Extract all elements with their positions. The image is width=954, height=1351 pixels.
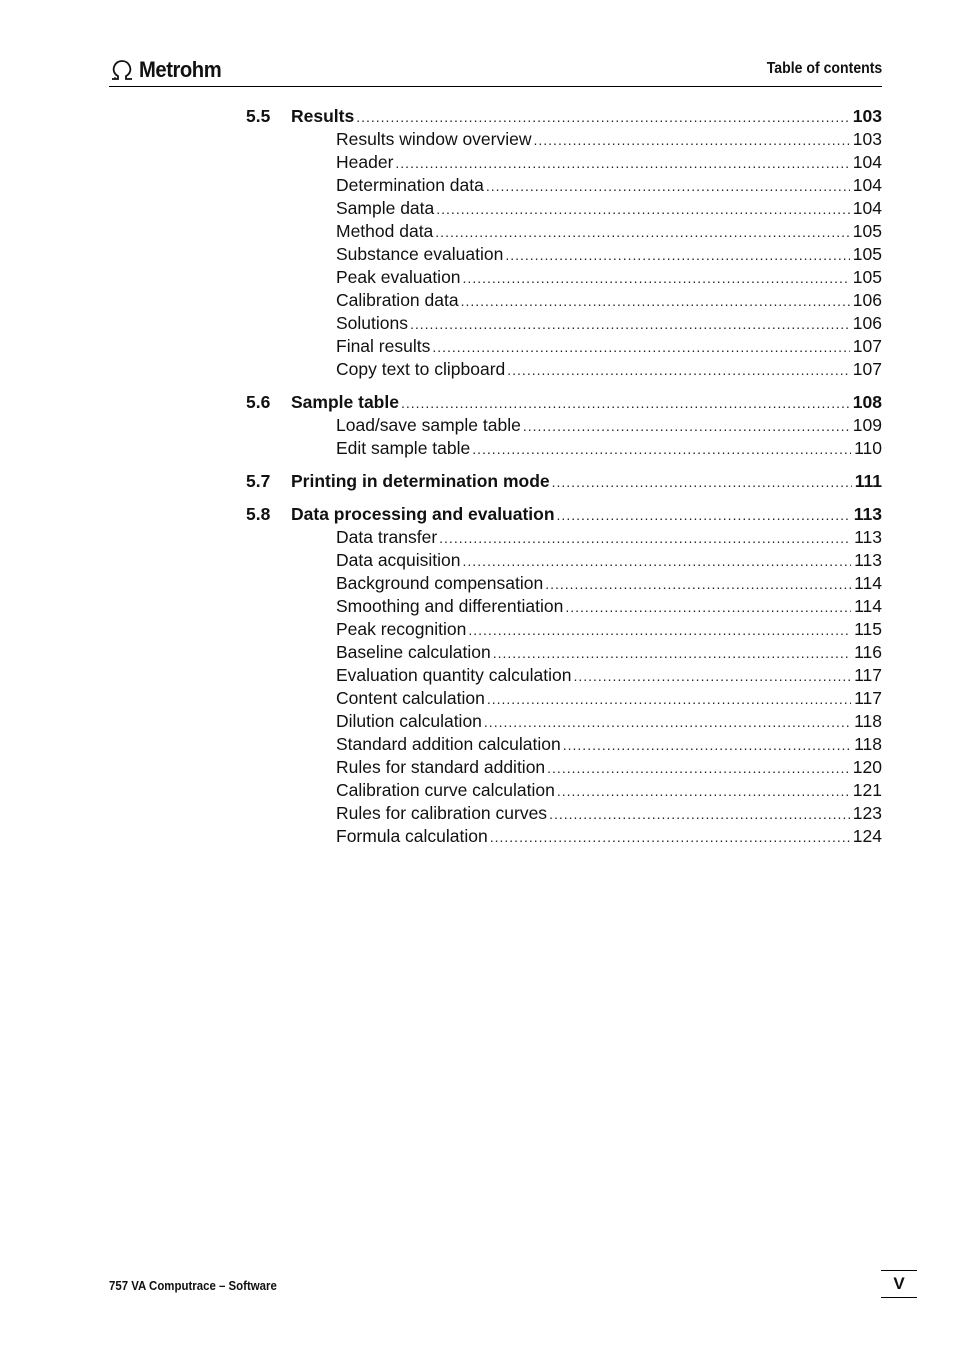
toc-entry[interactable]	[246, 780, 882, 803]
entry-title: Dilution calculation	[336, 711, 482, 731]
entry-title: Method data	[336, 221, 434, 241]
entry-title: Standard addition calculation	[336, 734, 561, 754]
table-of-contents	[246, 106, 882, 859]
entry-title: Rules for calibration curves	[336, 803, 548, 823]
entry-title: Final results	[336, 336, 431, 356]
toc-entry[interactable]	[246, 711, 882, 734]
toc-entry[interactable]	[246, 198, 882, 221]
entry-page-number: 107	[852, 336, 882, 356]
entry-title: Determination data	[336, 175, 484, 195]
entry-page-number: 124	[852, 826, 882, 846]
metrohm-logo	[109, 55, 228, 85]
toc-entry[interactable]	[246, 619, 882, 642]
section-title: Printing in determination mode	[291, 471, 550, 491]
dot-leader	[573, 668, 851, 684]
entry-page-number: 113	[854, 550, 882, 570]
toc-entry[interactable]	[246, 826, 882, 849]
entry-title: Evaluation quantity calculation	[336, 665, 572, 685]
toc-entry[interactable]	[246, 415, 882, 438]
entry-page-number: 123	[852, 803, 882, 823]
toc-entry[interactable]	[246, 734, 882, 757]
entry-page-number: 109	[852, 415, 882, 435]
section-page-number: 113	[853, 504, 882, 524]
entry-title: Header	[336, 152, 394, 172]
toc-entry[interactable]	[246, 290, 882, 313]
entry-page-number: 110	[854, 438, 882, 458]
entry-page-number: 114	[854, 573, 882, 593]
entry-page-number: 114	[854, 596, 882, 616]
toc-entry[interactable]	[246, 803, 882, 826]
entry-page-number: 105	[852, 244, 882, 264]
dot-leader	[507, 362, 850, 378]
entry-page-number: 117	[854, 688, 882, 708]
entry-title: Calibration data	[336, 290, 459, 310]
toc-entry[interactable]	[246, 596, 882, 619]
toc-section-heading[interactable]	[246, 106, 882, 129]
dot-leader	[549, 806, 850, 822]
toc-entry[interactable]	[246, 359, 882, 382]
toc-entry[interactable]	[246, 175, 882, 198]
entry-page-number: 106	[852, 290, 882, 310]
entry-page-number: 120	[852, 757, 882, 777]
toc-entry[interactable]	[246, 244, 882, 267]
entry-page-number: 106	[852, 313, 882, 333]
toc-section-heading[interactable]	[246, 504, 882, 527]
toc-entry[interactable]	[246, 757, 882, 780]
section-title: Sample table	[291, 392, 399, 412]
omega-logo-icon	[109, 57, 135, 83]
entry-page-number: 104	[852, 175, 882, 195]
entry-title: Formula calculation	[336, 826, 488, 846]
dot-leader	[356, 109, 850, 125]
entry-title: Peak evaluation	[336, 267, 461, 287]
dot-leader	[563, 737, 851, 753]
entry-title: Rules for standard addition	[336, 757, 546, 777]
toc-entry[interactable]	[246, 550, 882, 573]
toc-entry[interactable]	[246, 313, 882, 336]
dot-leader	[490, 829, 850, 845]
toc-section	[246, 504, 882, 849]
page-number: V	[881, 1270, 917, 1298]
toc-entry[interactable]	[246, 573, 882, 596]
dot-leader	[547, 760, 850, 776]
section-page-number: 108	[852, 392, 882, 412]
toc-entry[interactable]	[246, 336, 882, 359]
dot-leader	[468, 622, 851, 638]
dot-leader	[534, 132, 850, 148]
toc-entry[interactable]	[246, 152, 882, 175]
entry-page-number: 105	[852, 267, 882, 287]
dot-leader	[523, 418, 850, 434]
section-number: 5.6	[246, 392, 271, 412]
section-title: Data processing and evaluation	[291, 504, 555, 524]
entry-title: Baseline calculation	[336, 642, 491, 662]
entry-page-number: 103	[852, 129, 882, 149]
logo-wordmark: Metrohm	[139, 57, 222, 82]
entry-title: Smoothing and differentiation	[336, 596, 564, 616]
dot-leader	[493, 645, 851, 661]
dot-leader	[401, 395, 850, 411]
dot-leader	[439, 530, 851, 546]
toc-entry[interactable]	[246, 438, 882, 461]
section-page-number: 111	[854, 471, 882, 491]
section-page-number: 103	[852, 106, 882, 126]
dot-leader	[472, 441, 851, 457]
entry-title: Data transfer	[336, 527, 438, 547]
entry-title: Peak recognition	[336, 619, 467, 639]
section-number: 5.5	[246, 106, 271, 126]
entry-page-number: 107	[852, 359, 882, 379]
entry-title: Solutions	[336, 313, 408, 333]
dot-leader	[395, 155, 849, 171]
dot-leader	[505, 247, 849, 263]
entry-title: Copy text to clipboard	[336, 359, 506, 379]
dot-leader	[545, 576, 851, 592]
entry-page-number: 104	[852, 198, 882, 218]
dot-leader	[461, 293, 850, 309]
entry-page-number: 115	[854, 619, 882, 639]
toc-entry[interactable]	[246, 267, 882, 290]
dot-leader	[463, 553, 852, 569]
dot-leader	[486, 178, 850, 194]
entry-title: Load/save sample table	[336, 415, 521, 435]
entry-title: Data acquisition	[336, 550, 461, 570]
entry-title: Calibration curve calculation	[336, 780, 555, 800]
toc-section	[246, 392, 882, 461]
page-header-title: Table of contents	[766, 60, 882, 77]
dot-leader	[552, 474, 852, 490]
dot-leader	[487, 691, 851, 707]
entry-title: Substance evaluation	[336, 244, 504, 264]
toc-entry[interactable]	[246, 688, 882, 711]
toc-entry[interactable]	[246, 665, 882, 688]
toc-entry[interactable]	[246, 527, 882, 550]
dot-leader	[410, 316, 850, 332]
section-number: 5.7	[246, 471, 271, 491]
section-number: 5.8	[246, 504, 271, 524]
toc-entry[interactable]	[246, 642, 882, 665]
dot-leader	[435, 224, 850, 240]
header-divider	[109, 86, 882, 87]
dot-leader	[432, 339, 849, 355]
entry-page-number: 118	[854, 734, 882, 754]
dot-leader	[463, 270, 850, 286]
entry-title: Results window overview	[336, 129, 532, 149]
toc-section-heading[interactable]	[246, 392, 882, 415]
entry-page-number: 118	[854, 711, 882, 731]
dot-leader	[436, 201, 850, 217]
entry-page-number: 117	[854, 665, 882, 685]
dot-leader	[484, 714, 851, 730]
entry-page-number: 113	[854, 527, 882, 547]
entry-title: Sample data	[336, 198, 435, 218]
toc-section	[246, 471, 882, 494]
toc-section	[246, 106, 882, 382]
dot-leader	[557, 507, 851, 523]
section-title: Results	[291, 106, 355, 126]
entry-page-number: 104	[852, 152, 882, 172]
dot-leader	[557, 783, 850, 799]
entry-title: Content calculation	[336, 688, 485, 708]
footer-document-title: 757 VA Computrace – Software	[109, 1278, 277, 1293]
entry-page-number: 121	[852, 780, 882, 800]
entry-page-number: 105	[852, 221, 882, 241]
dot-leader	[565, 599, 851, 615]
entry-title: Background compensation	[336, 573, 544, 593]
toc-entry[interactable]	[246, 221, 882, 244]
toc-entry[interactable]	[246, 129, 882, 152]
entry-page-number: 116	[854, 642, 882, 662]
entry-title: Edit sample table	[336, 438, 471, 458]
toc-section-heading[interactable]	[246, 471, 882, 494]
